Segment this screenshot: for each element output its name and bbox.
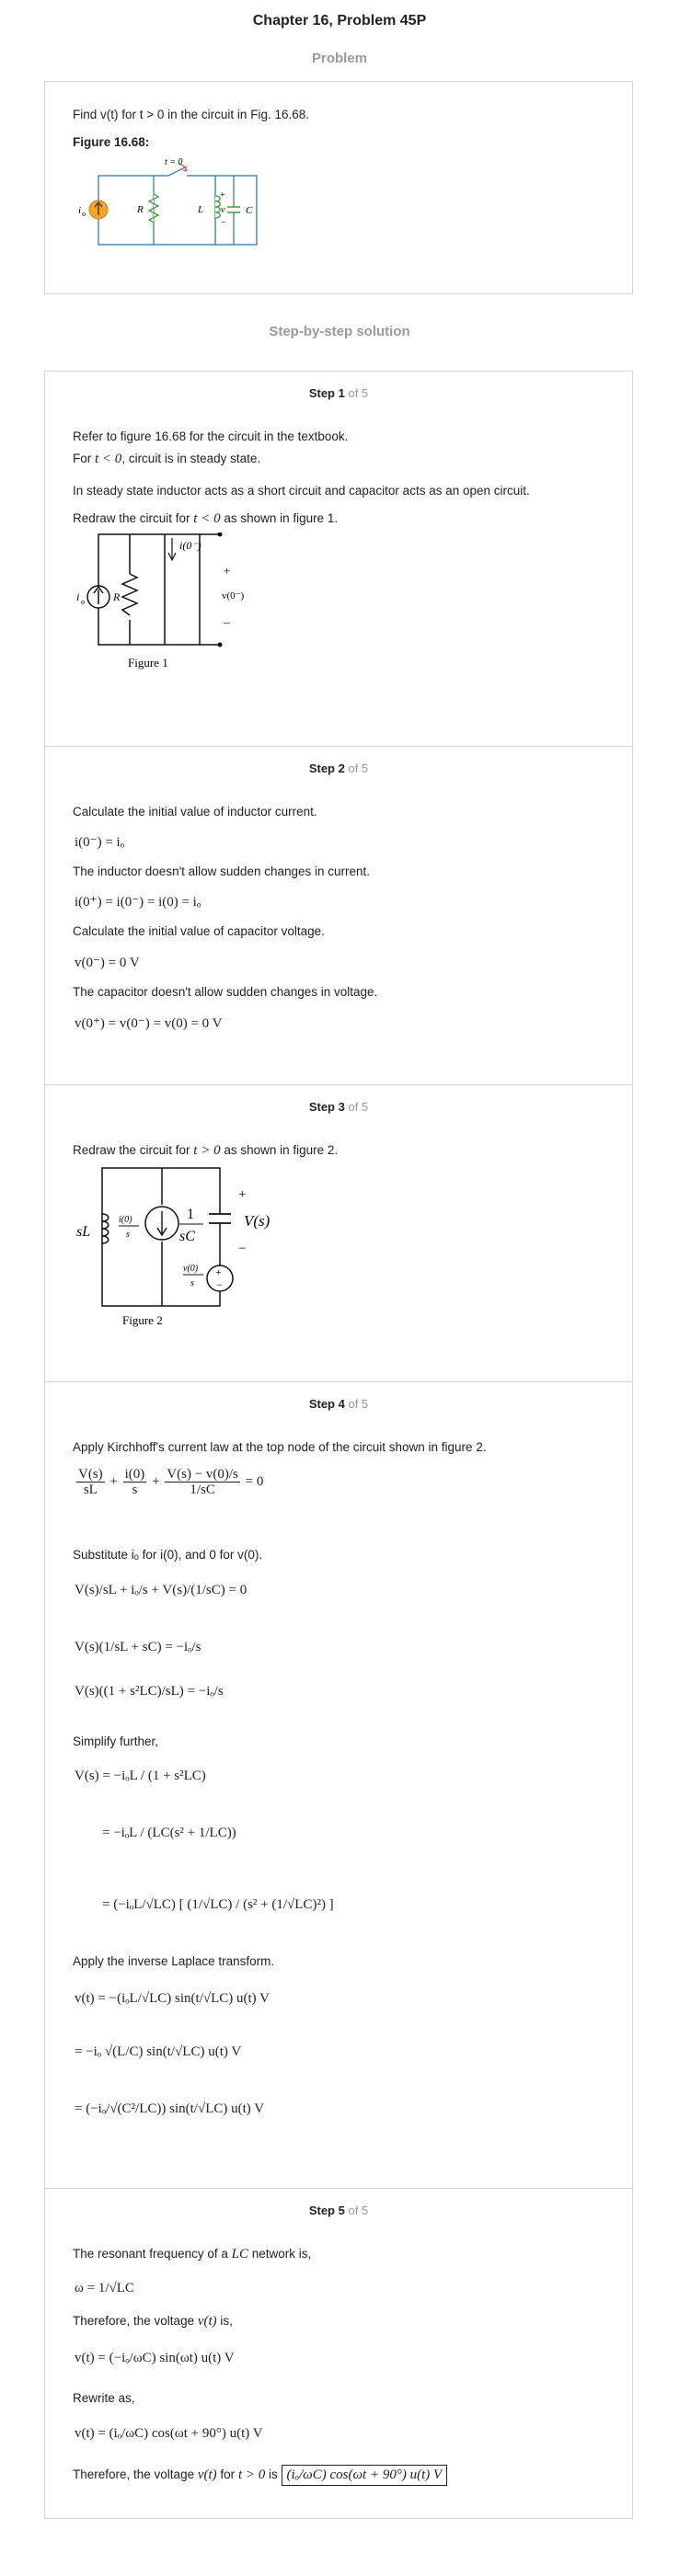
problem-statement: Find v(t) for t > 0 in the circuit in Fig. 16.68. [73,108,309,121]
step1-line1: Refer to figure 16.68 for the circuit in the textbook. [73,429,349,443]
step2-line3: Calculate the initial value of capacitor voltage. [73,924,325,938]
svg-text:−: − [216,1278,223,1291]
step4-line2: Substitute iₒ for i(0), and 0 for v(0). [73,1548,263,1562]
svg-text:+: + [215,1265,222,1278]
resistor-label: R [137,204,144,215]
step-2 [44,746,633,1084]
step4-eq7: = (−iₒL/√LC) [ (1/√LC) / (s² + (1/√LC)²) ] [102,1897,334,1912]
plus-label: + [224,564,231,578]
minus-label: − [221,218,226,228]
figure-caption: Figure 2 [122,1313,163,1327]
step-4 [44,1381,633,2188]
step-3 [44,1084,633,1381]
figure-caption: Figure 1 [128,656,168,670]
plus-label: + [220,190,225,200]
step4-eq9: = −iₒ √(L/C) sin(t/√LC) u(t) V [75,2044,242,2059]
step2-line4: The capacitor doesn't allow sudden changes in voltage. [73,985,378,999]
v0-num: v(0) [183,1264,199,1274]
problem-card [44,81,633,294]
v0-den: s [190,1278,194,1288]
step2-eq4: v(0⁺) = v(0⁻) = v(0) = 0 V [75,1016,223,1031]
figure-label: Figure 16.68: [73,135,150,149]
step2-eq2: i(0⁺) = i(0⁻) = i(0) = iₒ [75,895,201,910]
plus-label: + [238,1187,247,1202]
i0-label: i(0⁻) [179,539,201,552]
problem-heading: Problem [311,51,367,66]
source-label: i [76,590,80,603]
final-answer-box: (iₒ/ωC) cos(ωt + 90°) u(t) V [282,2465,448,2486]
step-1 [44,371,633,746]
step5-eq3: v(t) = (iₒ/ωC) cos(ωt + 90°) u(t) V [75,2426,263,2441]
step5-line2: Therefore, the voltage v(t) is, [73,2314,233,2329]
step4-line4: Apply the inverse Laplace transform. [73,1954,275,1968]
v0-label: v(0⁻) [222,590,245,601]
source-sub: o [81,598,85,606]
step-5 [44,2188,633,2519]
step5-eq2: v(t) = (−iₒ/ωC) sin(ωt) u(t) V [75,2351,235,2365]
capacitor-label: C [246,205,253,216]
minus-label: – [224,615,230,629]
sL-label: sL [76,1224,91,1240]
c-num: 1 [187,1207,194,1222]
step4-eq4: V(s)((1 + s²LC)/sL) = −iₒ/s [75,1684,224,1699]
minus-label: − [238,1242,247,1256]
figure-16-68 [73,157,284,258]
step-title: Step 4 of 5 [308,1397,369,1411]
figure-1 [73,532,257,689]
step-title: Step 2 of 5 [308,761,369,775]
step1-line4: Redraw the circuit for t < 0 as shown in figure 1. [73,511,339,526]
step5-line1: The resonant frequency of a LC network is, [73,2247,312,2261]
resistor-label: R [113,590,121,603]
inductor-label: L [198,204,204,215]
switch-label: t = 0 [165,157,183,167]
step4-eq10: = (−iₒ/√(C²/LC)) sin(t/√LC) u(t) V [75,2101,265,2116]
v-label: v [221,205,225,215]
step4-eq8: v(t) = −(iₒL/√LC) sin(t/√LC) u(t) V [75,1991,270,2006]
source-sub: o [82,210,86,218]
step5-line3: Rewrite as, [73,2391,135,2405]
step4-eq6: = −iₒL / (LC(s² + 1/LC)) [102,1826,236,1840]
figure-2 [73,1163,293,1347]
inductor-icon [102,1214,109,1243]
i0-num: i(0) [119,1215,132,1225]
step3-line1: Redraw the circuit for t > 0 as shown in figure 2. [73,1143,339,1158]
resistor-icon [122,574,137,615]
c-den: sC [179,1229,195,1244]
step5-eq1: ω = 1/√LC [75,2281,134,2296]
step-title: Step 3 of 5 [308,1100,369,1114]
step4-line1: Apply Kirchhoff's current law at the top node of the circuit shown in figure 2. [73,1440,487,1454]
step4-line3: Simplify further, [73,1735,159,1748]
page-title: Chapter 16, Problem 45P [252,13,427,29]
step2-eq1: i(0⁻) = iₒ [75,835,125,850]
source-label: i [78,205,82,216]
step5-line4: Therefore, the voltage v(t) for t > 0 is (iₒ/ωC) cos(ωt + 90°) u(t) V [73,2465,447,2486]
step1-line3: In steady state inductor acts as a short circuit and capacitor acts as an open circuit. [73,484,530,498]
step-title: Step 1 of 5 [308,386,369,400]
resistor-icon [149,194,158,223]
step2-eq3: v(0⁻) = 0 V [75,956,140,970]
step4-eq3: V(s)(1/sL + sC) = −iₒ/s [75,1640,201,1654]
step4-eq2: V(s)/sL + iₒ/s + V(s)/(1/sC) = 0 [75,1583,247,1597]
Vs-label: V(s) [244,1212,270,1230]
step4-eq5: V(s) = −iₒL / (1 + s²LC) [75,1769,206,1783]
step-title: Step 5 of 5 [308,2204,369,2217]
i0-den: s [126,1230,130,1240]
step2-line1: Calculate the initial value of inductor current. [73,805,317,819]
step2-line2: The inductor doesn't allow sudden changes in current. [73,864,371,878]
step4-eq1: $\frac{V(s)}{sL}$ + $\frac{i(0)}{s}$ + $\frac{V(s) - v(0)/s}{1/sC}$ = 0 [78,1467,264,1497]
step1-line2: For t < 0, circuit is in steady state. [73,452,261,466]
solution-heading: Step-by-step solution [269,324,410,339]
